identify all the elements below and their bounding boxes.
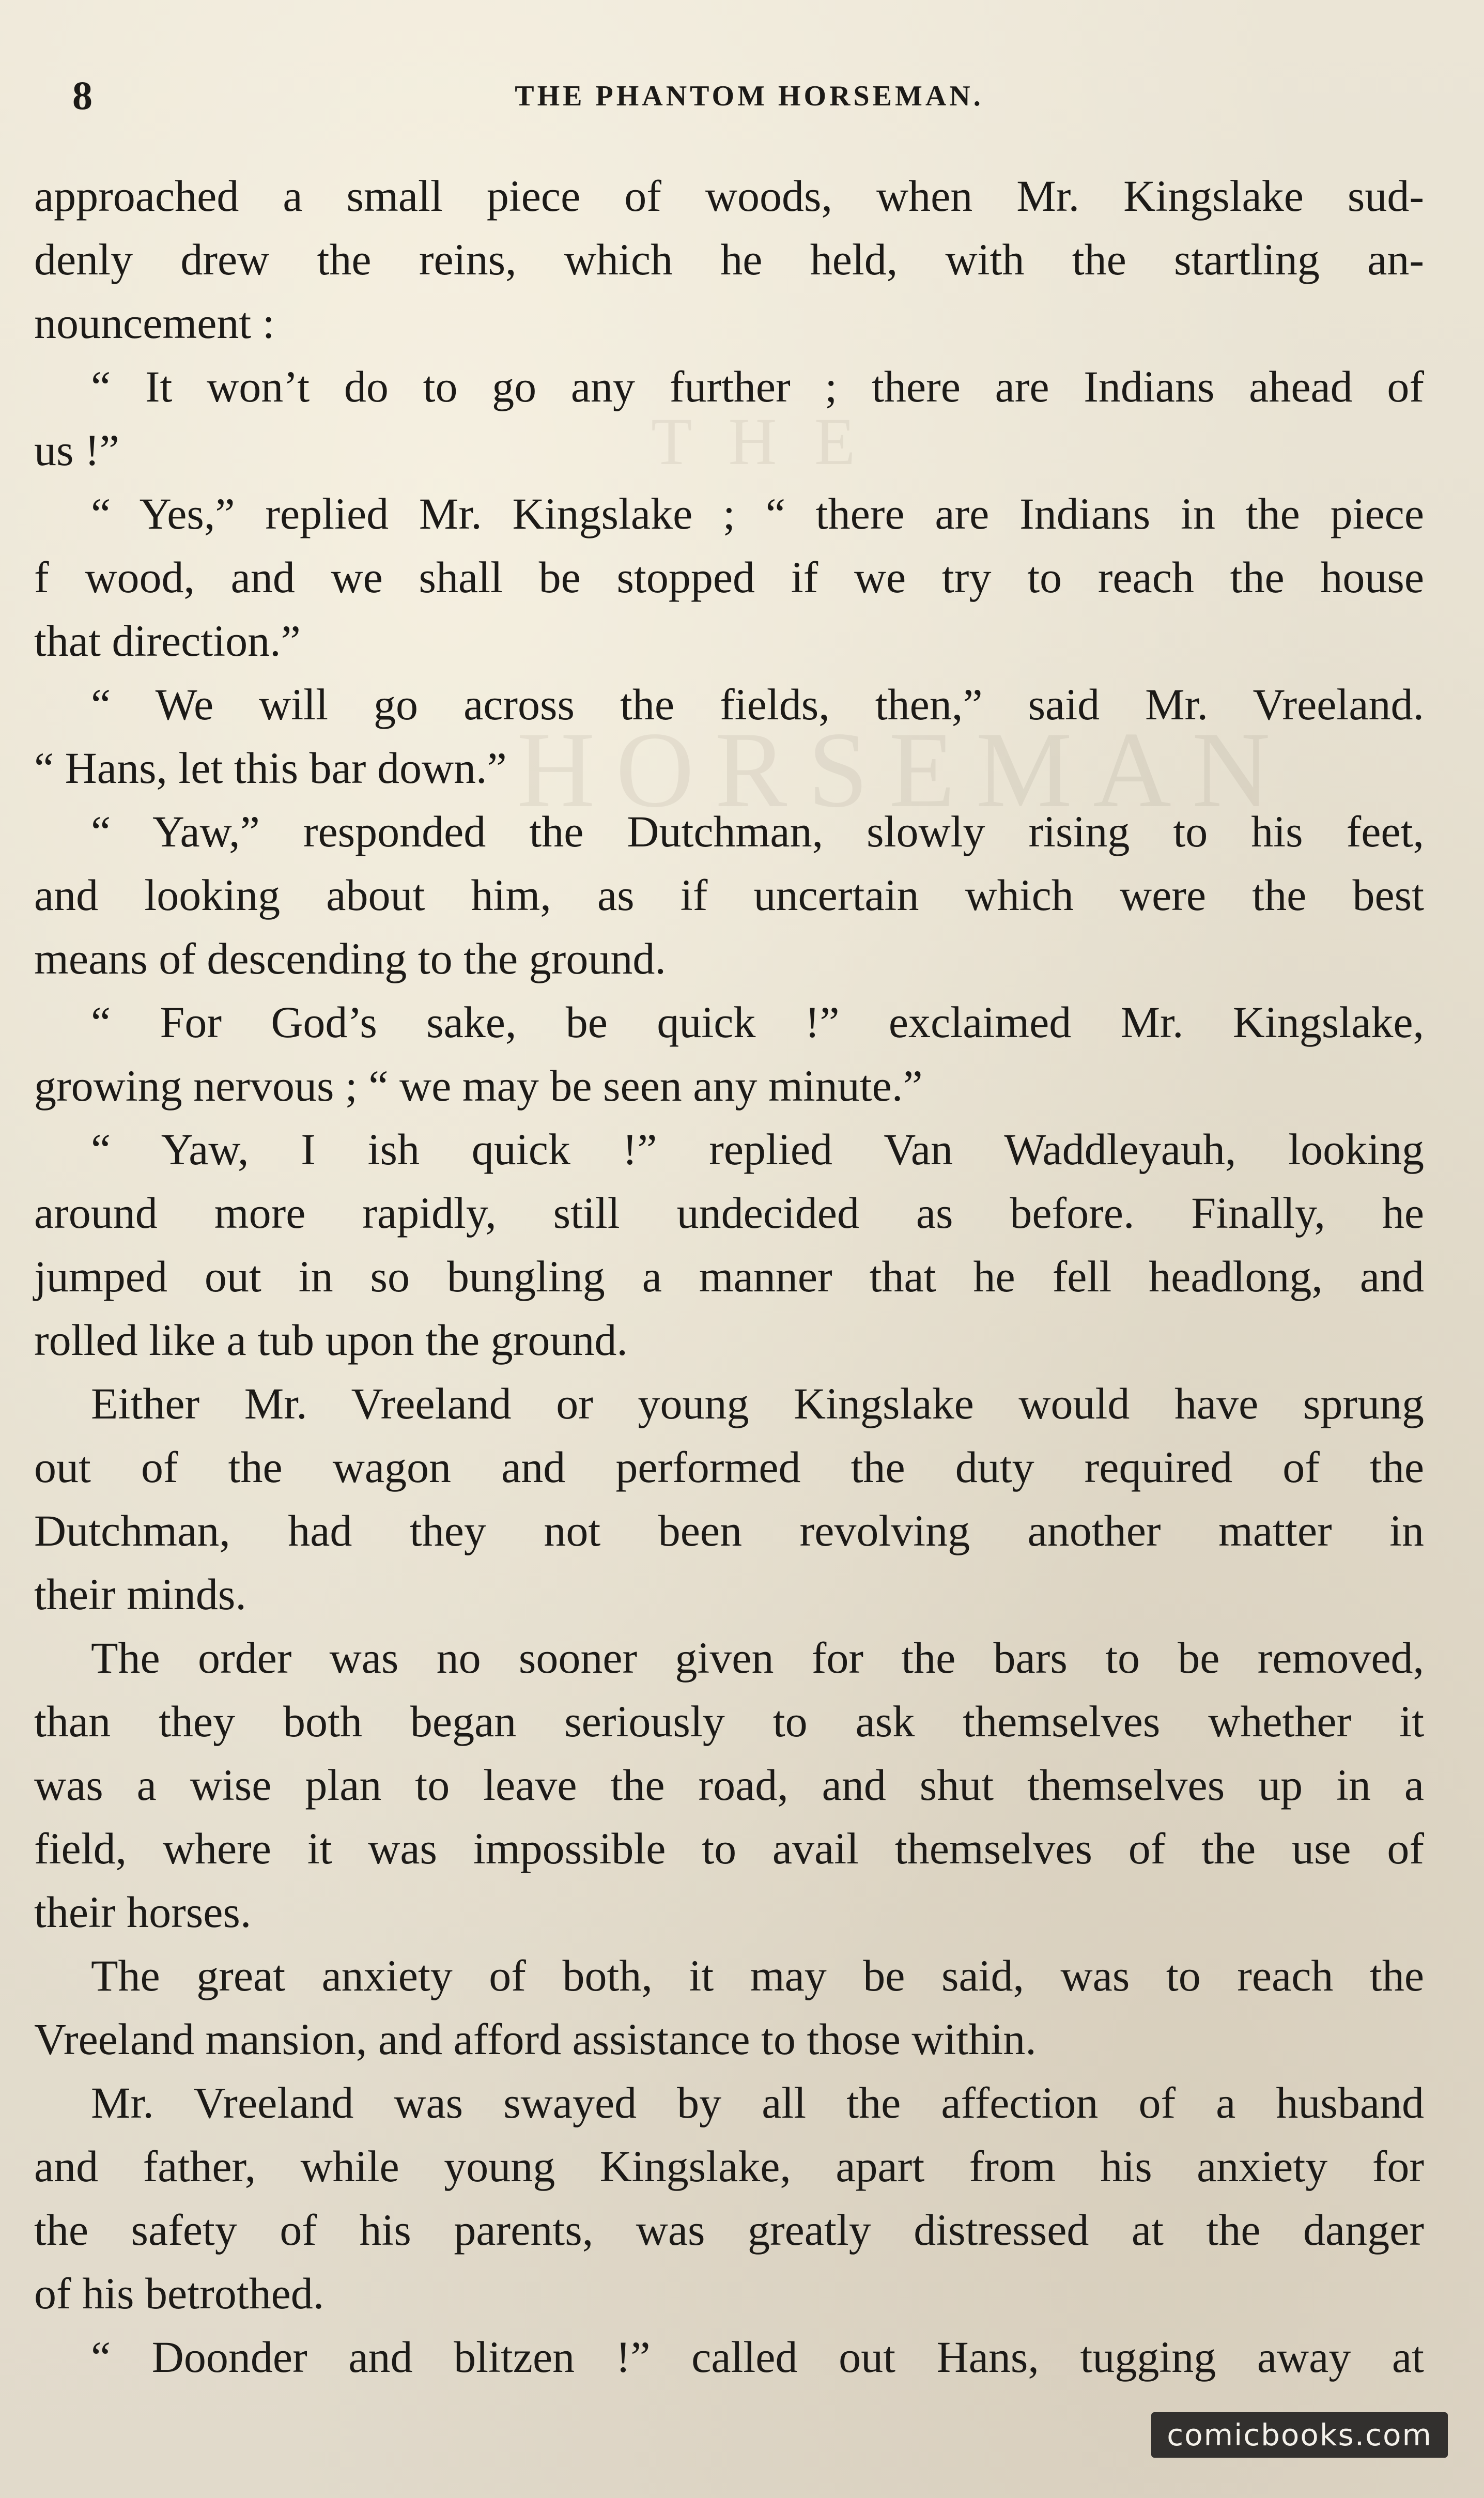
text-line: growing nervous ; “ we may be seen any minute.”: [34, 1061, 923, 1111]
text-line: means of descending to the ground.: [34, 934, 666, 983]
text-line: and father, while young Kingslake, apart from his anxiety for: [34, 2141, 1424, 2191]
show-through-text: T H E: [651, 405, 866, 479]
text-line: and looking about him, as if uncertain which were the best: [34, 870, 1424, 920]
text-line: was a wise plan to leave the road, and shut themselves up in a: [34, 1760, 1424, 1810]
text-line: “ Hans, let this bar down.”: [34, 743, 507, 793]
text-line: field, where it was impossible to avail themselves of the use of: [34, 1824, 1424, 1873]
text-line: us !”: [34, 425, 119, 475]
text-line: rolled like a tub upon the ground.: [34, 1315, 628, 1365]
site-watermark: comicbooks.com: [1151, 2412, 1448, 2458]
body-text: [34, 164, 1424, 2382]
text-line: The order was no sooner given for the bars to be removed,: [91, 1633, 1424, 1683]
text-line: “ Yes,” replied Mr. Kingslake ; “ there are Indians in the piece: [91, 489, 1424, 538]
text-line: their horses.: [34, 1887, 252, 1937]
text-line: Mr. Vreeland was swayed by all the affection of a husband: [91, 2078, 1424, 2127]
text-line: Vreeland mansion, and afford assistance to those within.: [34, 2014, 1037, 2064]
text-line: “ Yaw, I ish quick !” replied Van Waddleyauh, looking: [91, 1124, 1424, 1174]
text-line: jumped out in so bungling a manner that he fell headlong, and: [34, 1252, 1424, 1301]
running-title: THE PHANTOM HORSEMAN.: [515, 80, 984, 112]
text-line: “ For God’s sake, be quick !” exclaimed Mr. Kingslake,: [91, 997, 1424, 1047]
text-line: approached a small piece of woods, when Mr. Kingslake sud-: [34, 171, 1424, 221]
text-line: their minds.: [34, 1569, 246, 1619]
text-line: f wood, and we shall be stopped if we try to reach the house: [34, 552, 1424, 602]
text-line: around more rapidly, still undecided as before. Finally, he: [34, 1188, 1424, 1238]
text-line: that direction.”: [34, 616, 301, 666]
text-line: “ It won’t do to go any further ; there are Indians ahead of: [91, 362, 1424, 411]
text-line: “ We will go across the fields, then,” said Mr. Vreeland.: [91, 680, 1424, 729]
text-line: Dutchman, had they not been revolving another matter in: [34, 1506, 1424, 1555]
text-line: nouncement :: [34, 298, 275, 348]
text-line: Either Mr. Vreeland or young Kingslake would have sprung: [91, 1379, 1424, 1428]
text-line: “ Yaw,” responded the Dutchman, slowly rising to his feet,: [91, 807, 1424, 856]
text-line: than they both began seriously to ask themselves whether it: [34, 1697, 1424, 1746]
text-line: out of the wagon and performed the duty required of the: [34, 1442, 1424, 1492]
page-header: [72, 67, 1426, 124]
text-line: the safety of his parents, was greatly distressed at the danger: [34, 2205, 1424, 2255]
text-line: denly drew the reins, which he held, with the startling an-: [34, 235, 1424, 284]
text-line: of his betrothed.: [34, 2269, 324, 2318]
page-number: 8: [72, 73, 92, 118]
text-line: The great anxiety of both, it may be said, was to reach the: [91, 1951, 1424, 2000]
show-through-text-title: HORSEMAN: [517, 710, 1291, 830]
text-line: “ Doonder and blitzen !” called out Hans, tugging away at: [91, 2332, 1424, 2382]
